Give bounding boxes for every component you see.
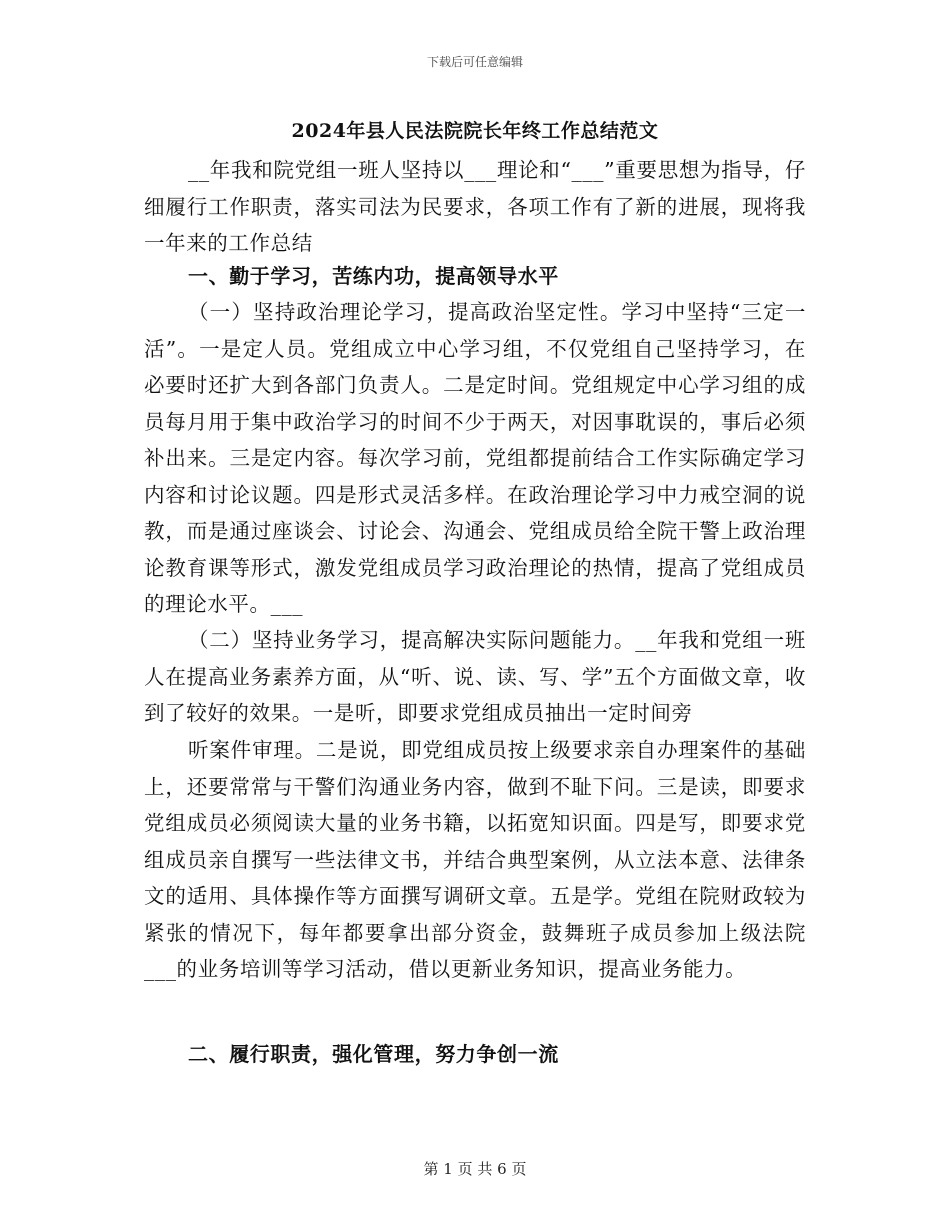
section-1-item-1-paragraph: （一）坚持政治理论学习，提高政治坚定性。学习中坚持“三定一活”。一是定人员。党组成立中心学习组，不仅党组自己坚持学习，在必要时还扩大到各部门负责人。二是定时间。党组规定中心学习组的成员每月用于集中政治学习的时间不少于两天，对因事耽误的，事后必须补出来。三是定内容。每次学习前，党组都提前结合工作实际确定学习内容和讨论议题。四是形式灵活多样。在政治理论学习中力戒空洞的说教，而是通过座谈会、讨论会、沟通会、党组成员给全院干警上政治理论教育课等形式，激发党组成员学习政治理论的热情，提高了党组成员的理论水平。___ bbox=[144, 300, 806, 616]
section-1-heading: 一、勤于学习，苦练内功，提高领导水平 bbox=[188, 264, 559, 288]
document-title: 2024年县人民法院院长年终工作总结范文 bbox=[291, 120, 659, 142]
page-number-footer: 第 1 页 共 6 页 bbox=[423, 1160, 527, 1178]
section-1-item-2-paragraph: （二）坚持业务学习，提高解决实际问题能力。__年我和党组一班人在提高业务素养方面，从“听、说、读、写、学”五个方面做文章，收到了较好的效果。一是听，即要求党组成员抽出一定时间旁 bbox=[144, 628, 806, 725]
section-2-heading: 二、履行职责，强化管理，努力争创一流 bbox=[188, 1042, 559, 1066]
section-1-item-2-continued: 听案件审理。二是说，即党组成员按上级要求亲自办理案件的基础上，还要常常与干警们沟通业务内容，做到不耻下问。三是读，即要求党组成员必须阅读大量的业务书籍，以拓宽知识面。四是写，即要求党组成员亲自撰写一些法律文书，并结合典型案例，从立法本意、法律条文的适用、具体操作等方面撰写调研文章。五是学。党组在院财政较为紧张的情况下，每年都要拿出部分资金，鼓舞班子成员参加上级法院___的业务培训等学习活动，借以更新业务知识，提高业务能力。 bbox=[144, 738, 806, 981]
intro-paragraph: __年我和院党组一班人坚持以___理论和“___”重要思想为指导，仔细履行工作职责，落实司法为民要求，各项工作有了新的进展，现将我一年来的工作总结 bbox=[144, 158, 806, 255]
header-note: 下载后可任意编辑 bbox=[426, 55, 523, 69]
